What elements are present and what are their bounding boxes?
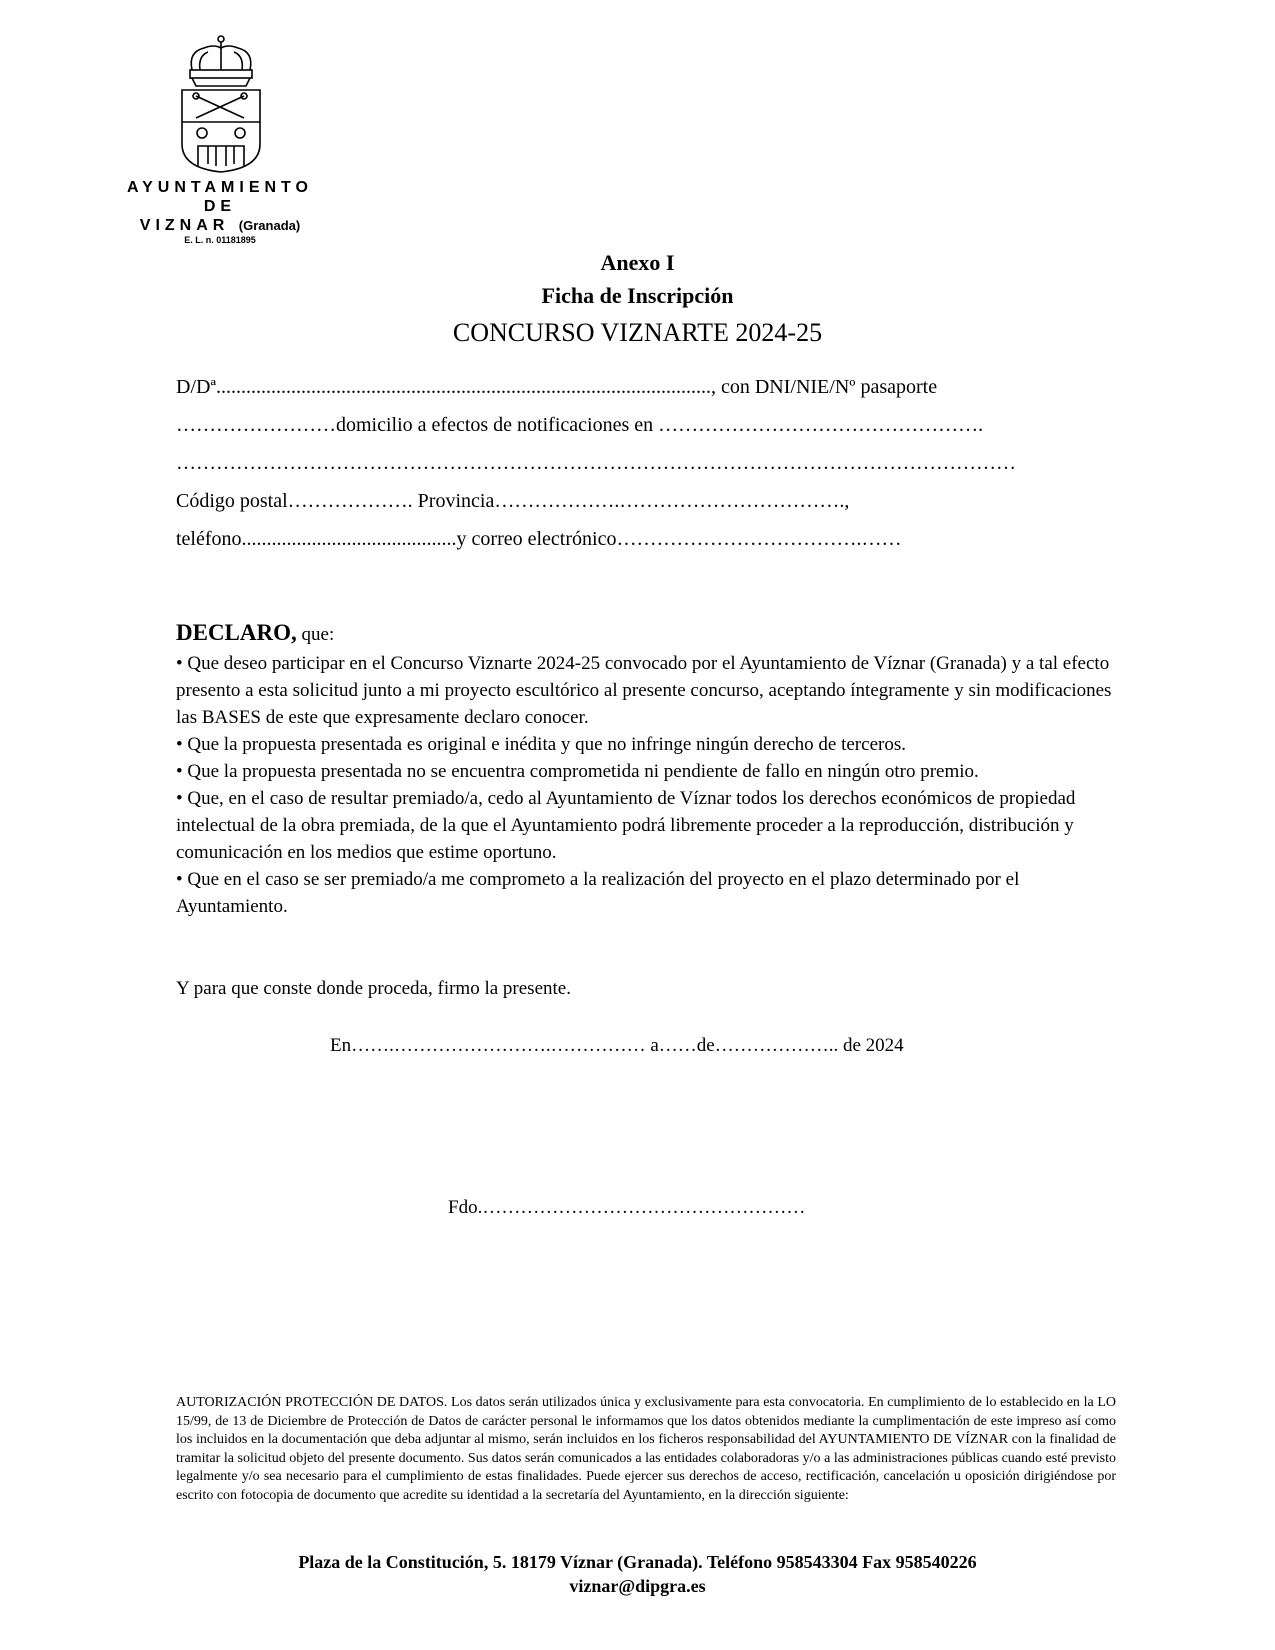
field-address[interactable]: ……………………domicilio a efectos de notificaciones en …………………………………………. [176,414,984,436]
declaration-list [176,650,1126,920]
coat-of-arms-icon [178,34,264,174]
org-registry-number: E. L. n. 01181895 [184,235,256,245]
declaration-item: • Que la propuesta presentada es original e inédita y que no infringe ningún derecho de terceros. [176,734,906,755]
footer-email: viznar@dipgra.es [569,1576,706,1596]
field-postal-province[interactable]: Código postal………………. Provincia……………….……………………………., [176,490,850,512]
declaration-item: • Que deseo participar en el Concurso Viznarte 2024-25 convocado por el Ayuntamiento de Víznar (Granada) y a tal efecto presento a esta solicitud junto a mi proyecto escultórico al presente concurso, aceptando íntegramente y sin modificaciones las BASES de este que expresamente declaro conocer. [176,653,1112,728]
place-date-field[interactable]: En…….…………………….…………… a……de……………….. de 2024 [330,1035,904,1056]
data-protection-notice: AUTORIZACIÓN PROTECCIÓN DE DATOS. Los datos serán utilizados única y exclusivamente para esta convocatoria. En cumplimiento de lo establecido en la LO 15/99, de 13 de Diciembre de Protección de Datos de carácter personal le informamos que los datos obtenidos mediante la cumplimentación de este impreso así como los incluidos en la documentación que deba adjuntar al mismo, serán incluidos en los ficheros responsabilidad del AYUNTAMIENTO DE VÍZNAR con la finalidad de tramitar la solicitud objeto del presente documento. Sus datos serán comunicados a las entidades colaboradoras y/o a las administraciones públicas cuando esté previsto legalmente y/o sea necesario para el cumplimiento de estas finalidades. Puede ejercer sus derechos de acceso, rectificación, cancelación u oposición dirigiéndose por escrito con fotocopia de documento que acredite su identidad a la secretaría del Ayuntamiento, en la dirección siguiente: [176,1395,1116,1503]
field-phone-email[interactable]: teléfono...........................................y correo electrónico……………………………….…… [176,528,902,550]
closing-statement: Y para que conste donde proceda, firmo la presente. [176,978,571,999]
form-title: Ficha de Inscripción [541,283,734,308]
org-line-3 [110,216,330,235]
signature-field[interactable]: Fdo.…………………………………………… [448,1197,806,1218]
footer-contact [0,1550,1275,1598]
annex-title: Anexo I [600,250,675,275]
org-line-2: DE [203,198,237,215]
footer-address: Plaza de la Constitución, 5. 18179 Víznar (Granada). Teléfono 958543304 Fax 958540226 [298,1552,977,1572]
org-line-1: AYUNTAMIENTO [127,179,313,196]
field-name-dni[interactable]: D/Dª..................................................................................................., con DNI/NIE/Nº pasaporte [176,376,938,398]
declaration-item: • Que en el caso se ser premiado/a me comprometo a la realización del proyecto en el plazo determinado por el Ayuntamiento. [176,869,1020,917]
declaration-heading-suffix: que: [296,624,335,645]
field-address-continued[interactable]: ……………………………………………………………………………………………………………… [176,452,1016,474]
declaration-item: • Que, en el caso de resultar premiado/a, cedo al Ayuntamiento de Víznar todos los derechos económicos de propiedad intelectual de la obra premiada, de la que el Ayuntamiento podrá libremente proceder a la reproducción, distribución y comunicación en los medios que estime oportuno. [176,788,1076,863]
declaration-heading [176,620,334,646]
org-town: VIZNAR [139,217,230,234]
municipality-name [110,178,330,246]
declaration-heading-text: DECLARO, [176,620,297,645]
contest-title: CONCURSO VIZNARTE 2024-25 [452,318,823,347]
declaration-item: • Que la propuesta presentada no se encuentra comprometida ni pendiente de fallo en ningún otro premio. [176,761,979,782]
org-province: (Granada) [238,218,301,233]
